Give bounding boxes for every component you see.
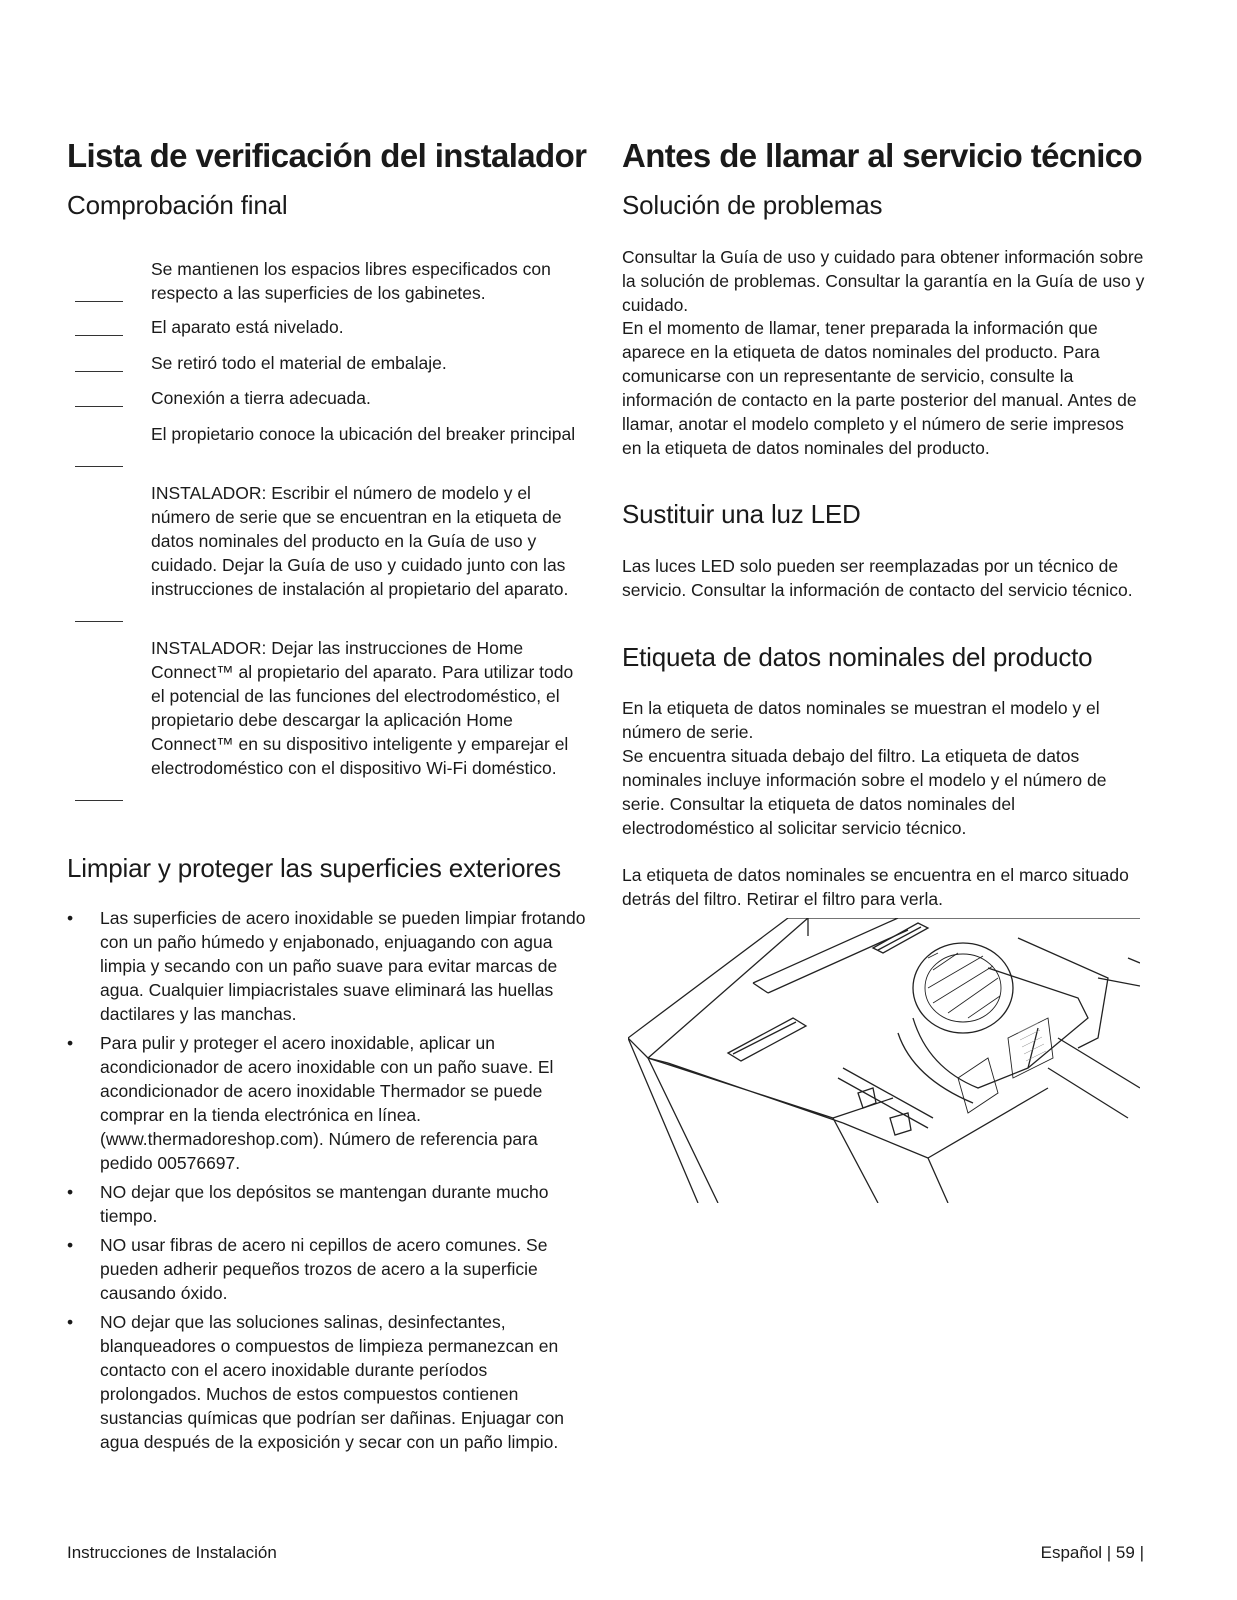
list-item-text: NO dejar que los depósitos se mantengan durante mucho tiempo. bbox=[100, 1182, 549, 1226]
checklist-item bbox=[67, 315, 597, 339]
list-item bbox=[67, 906, 592, 1026]
before-calling-title: Antes de llamar al servicio técnico bbox=[622, 137, 1143, 174]
bullet: • bbox=[67, 1312, 74, 1332]
check-blank bbox=[75, 466, 123, 467]
checklist-item-text: Se mantienen los espacios libres especificados con respecto a las superficies de los gabinetes. bbox=[151, 259, 551, 303]
list-item bbox=[67, 1031, 592, 1175]
checklist-item-text: El propietario conoce la ubicación del breaker principal bbox=[151, 424, 576, 444]
checklist-item bbox=[67, 636, 597, 804]
bullet: • bbox=[67, 908, 74, 928]
check-blank bbox=[75, 335, 123, 336]
rating-label-paragraph: Se encuentra situada debajo del filtro. La etiqueta de datos nominales incluye información sobre el modelo y el número de serie. Consultar la etiqueta de datos nominales del electrodoméstico al solicitar servicio técnico. bbox=[622, 746, 1107, 838]
check-blank bbox=[75, 621, 123, 622]
checklist-item-text: Se retiró todo el material de embalaje. bbox=[151, 353, 447, 373]
checklist-item bbox=[67, 351, 597, 375]
installer-checklist-title: Lista de verificación del instalador bbox=[67, 137, 587, 174]
rating-label-paragraph: En la etiqueta de datos nominales se muestran el modelo y el número de serie. bbox=[622, 698, 1100, 742]
checklist-item bbox=[67, 257, 597, 305]
bullet: • bbox=[67, 1235, 74, 1255]
check-blank bbox=[75, 800, 123, 801]
checklist-item-text: El aparato está nivelado. bbox=[151, 317, 344, 337]
check-blank bbox=[75, 406, 123, 407]
hood-filter-illustration bbox=[628, 918, 1140, 1203]
led-heading: Sustituir una luz LED bbox=[622, 499, 861, 529]
cleaning-list bbox=[67, 906, 592, 1459]
checklist-item bbox=[67, 481, 597, 625]
cleaning-heading: Limpiar y proteger las superficies exteriores bbox=[67, 853, 561, 883]
checklist-item bbox=[67, 422, 597, 470]
list-item-text: NO dejar que las soluciones salinas, desinfectantes, blanqueadores o compuestos de limpieza permanezcan en contacto con el acero inoxidable durante períodos prolongados. Muchos de estos compuestos contienen sustancias químicas que podrían ser dañinas. Enjuagar con agua después de la exposición y secar con un paño limpio. bbox=[100, 1312, 565, 1452]
troubleshooting-paragraph: Consultar la Guía de uso y cuidado para obtener información sobre la solución de problemas. Consultar la garantía en la Guía de uso y cuidado. bbox=[622, 247, 1145, 315]
rating-label-heading: Etiqueta de datos nominales del producto bbox=[622, 642, 1093, 672]
checklist-item-text: INSTALADOR: Escribir el número de modelo y el número de serie que se encuentran en la etiqueta de datos nominales del producto en la Guía de uso y cuidado. Dejar la Guía de uso y cuidado junto con las instrucciones de instalación al propietario del aparato. bbox=[151, 483, 569, 599]
list-item-text: NO usar fibras de acero ni cepillos de acero comunes. Se pueden adherir pequeños trozos de acero a la superficie causando óxido. bbox=[100, 1235, 548, 1303]
led-paragraph: Las luces LED solo pueden ser reemplazadas por un técnico de servicio. Consultar la información de contacto del servicio técnico. bbox=[622, 556, 1133, 600]
final-check-heading: Comprobación final bbox=[67, 190, 288, 220]
list-item bbox=[67, 1180, 592, 1228]
troubleshooting-paragraph: En el momento de llamar, tener preparada la información que aparece en la etiqueta de datos nominales del producto. Para comunicarse con un representante de servicio, consulte la información de contacto en la parte posterior del manual. Antes de llamar, anotar el modelo completo y el número de serie impresos en la etiqueta de datos nominales del producto. bbox=[622, 318, 1137, 458]
rating-label-paragraph: La etiqueta de datos nominales se encuentra en el marco situado detrás del filtro. Retirar el filtro para verla. bbox=[622, 865, 1129, 909]
check-blank bbox=[75, 301, 123, 302]
footer-document-title: Instrucciones de Instalación bbox=[67, 1543, 277, 1562]
list-item bbox=[67, 1233, 592, 1305]
list-item-text: Para pulir y proteger el acero inoxidable, aplicar un acondicionador de acero inoxidable con un paño suave. El acondicionador de acero inoxidable Thermador se puede comprar en la tienda electrónica en línea. (www.thermadoreshop.com). Número de referencia para pedido 00576697. bbox=[100, 1033, 554, 1173]
troubleshooting-heading: Solución de problemas bbox=[622, 190, 883, 220]
checklist-item-text: INSTALADOR: Dejar las instrucciones de Home Connect™ al propietario del aparato. Para utilizar todo el potencial de las funciones del electrodoméstico, el propietario debe descargar la aplicación Home Connect™ en su dispositivo inteligente y emparejar el electrodoméstico con el dispositivo Wi-Fi doméstico. bbox=[151, 638, 574, 778]
list-item bbox=[67, 1310, 592, 1454]
bullet: • bbox=[67, 1033, 74, 1053]
checklist-item-text: Conexión a tierra adecuada. bbox=[151, 388, 371, 408]
check-blank bbox=[75, 371, 123, 372]
list-item-text: Las superficies de acero inoxidable se pueden limpiar frotando con un paño húmedo y enjabonado, enjuagando con agua limpia y secando con un paño suave para evitar marcas de agua. Cualquier limpiacristales suave eliminará las huellas dactilares y las manchas. bbox=[100, 908, 586, 1024]
checklist-item bbox=[67, 386, 597, 410]
footer-page-number: Español | 59 | bbox=[1040, 1543, 1144, 1562]
bullet: • bbox=[67, 1182, 74, 1202]
